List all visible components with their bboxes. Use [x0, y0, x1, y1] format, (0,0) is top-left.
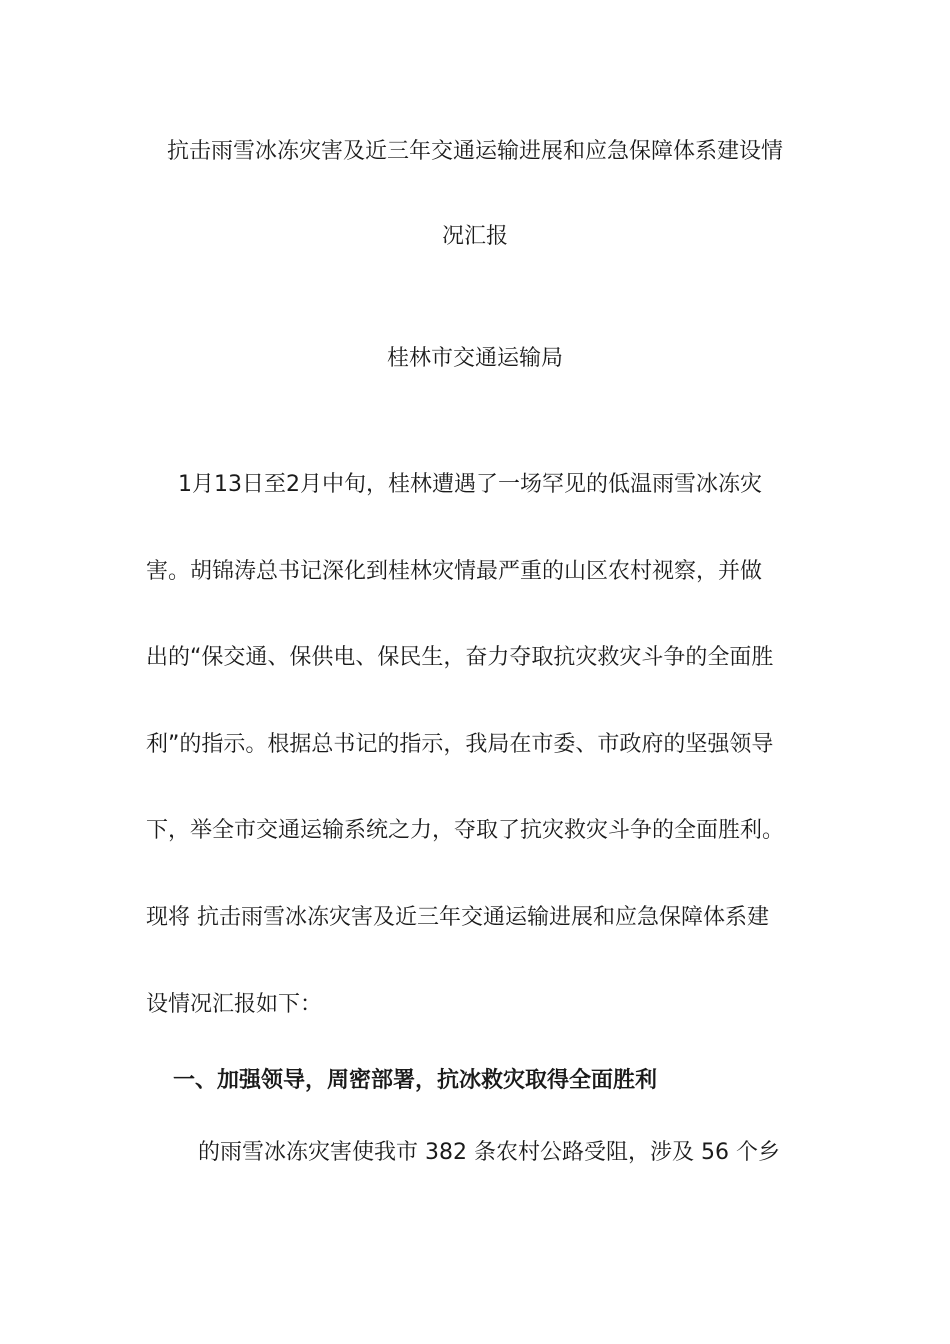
paragraph-line: 下，举全市交通运输系统之力，夺取了抗灾救灾斗争的全面胜利。: [146, 818, 785, 843]
paragraph-line: 利”的指示。根据总书记的指示，我局在市委、市政府的坚强领导: [146, 732, 774, 757]
document-author: 桂林市交通运输局: [386, 346, 563, 371]
paragraph-line: 的雨雪冰冻灾害使我市 382 条农村公路受阻，涉及 56 个乡: [198, 1140, 780, 1165]
paragraph-line: 现将 抗击雨雪冰冻灾害及近三年交通运输进展和应急保障体系建: [146, 905, 769, 930]
section-heading: 一、加强领导，周密部署，抗冰救灾取得全面胜利: [173, 1068, 658, 1093]
paragraph-line: 出的“保交通、保供电、保民生，奋力夺取抗灾救灾斗争的全面胜: [146, 645, 774, 670]
paragraph-line: 设情况汇报如下：: [146, 992, 323, 1017]
paragraph-line: 1月13日至2月中旬，桂林遭遇了一场罕见的低温雨雪冰冻灾: [178, 472, 762, 497]
paragraph-line: 害。胡锦涛总书记深化到桂林灾情最严重的山区农村视察，并做: [146, 559, 763, 584]
document-title-line-1: 抗击雨雪冰冻灾害及近三年交通运输进展和应急保障体系建设情: [166, 139, 783, 164]
document-title-line-2: 况汇报: [441, 224, 508, 249]
